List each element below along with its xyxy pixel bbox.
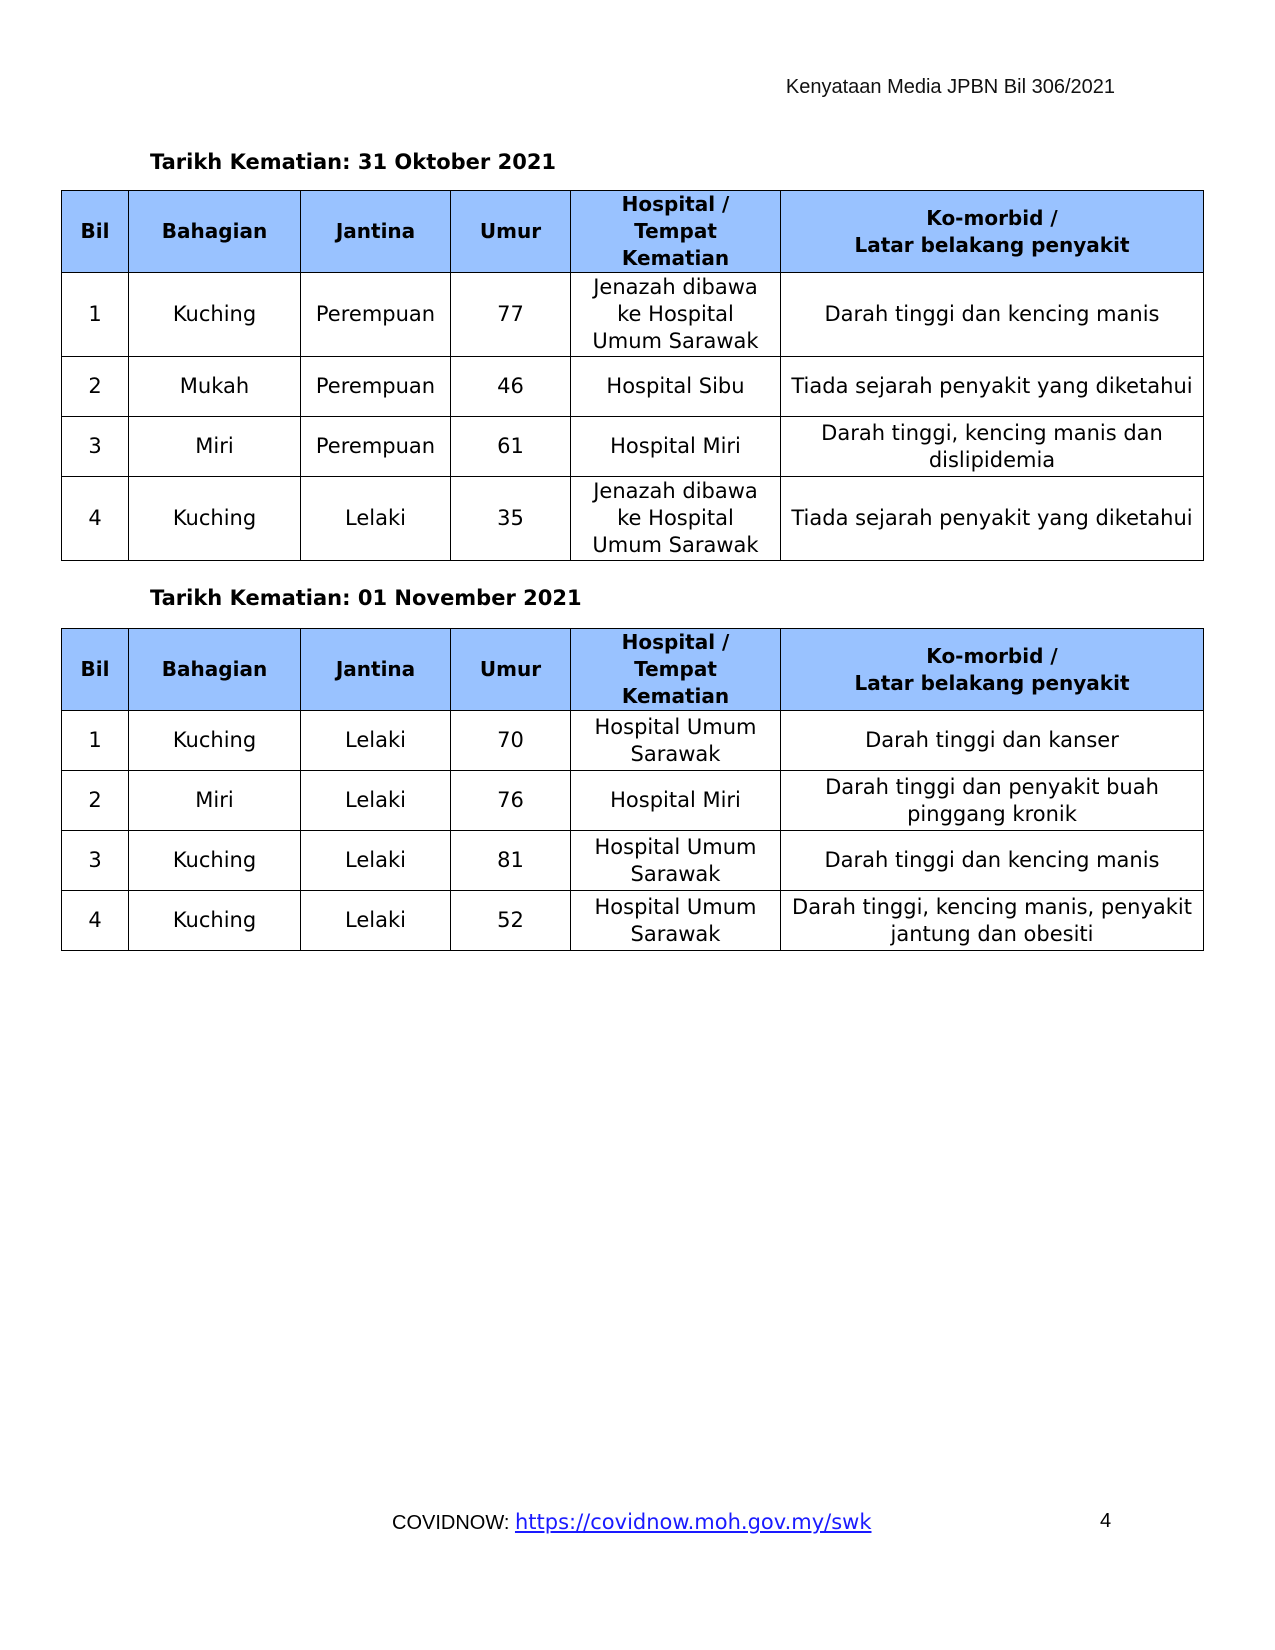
cell-bil: 3 <box>62 831 129 891</box>
table-row <box>62 711 1204 771</box>
document-reference: Kenyataan Media JPBN Bil 306/2021 <box>785 76 1115 98</box>
column-header-komorbid-line2: Latar belakang penyakit <box>854 670 1130 695</box>
cell-umur: 76 <box>451 771 571 831</box>
table-header-row <box>62 629 1204 711</box>
footer <box>392 1510 872 1535</box>
column-header-jantina: Jantina <box>301 629 451 711</box>
column-header-komorbid-line2: Latar belakang penyakit <box>854 232 1130 257</box>
column-header-komorbid <box>781 629 1204 711</box>
deaths-table <box>61 190 1204 561</box>
cell-hospital: Hospital Miri <box>571 771 781 831</box>
table-row <box>62 477 1204 561</box>
cell-umur: 52 <box>451 891 571 951</box>
cell-bil: 4 <box>62 477 129 561</box>
cell-komorbid: Tiada sejarah penyakit yang diketahui <box>781 357 1204 417</box>
column-header-bahagian: Bahagian <box>129 629 301 711</box>
cell-bil: 2 <box>62 771 129 831</box>
cell-bahagian: Kuching <box>129 891 301 951</box>
cell-komorbid: Darah tinggi dan kanser <box>781 711 1204 771</box>
cell-komorbid: Darah tinggi dan kencing manis <box>781 273 1204 357</box>
column-header-komorbid-line1: Ko-morbid / <box>926 205 1058 230</box>
cell-bil: 1 <box>62 273 129 357</box>
cell-bahagian: Mukah <box>129 357 301 417</box>
cell-hospital: Hospital Umum Sarawak <box>571 831 781 891</box>
cell-komorbid: Darah tinggi, kencing manis, penyakit jantung dan obesiti <box>781 891 1204 951</box>
table-row <box>62 417 1204 477</box>
cell-bahagian: Kuching <box>129 831 301 891</box>
cell-jantina: Perempuan <box>301 417 451 477</box>
cell-komorbid: Darah tinggi dan penyakit buah pinggang kronik <box>781 771 1204 831</box>
cell-umur: 61 <box>451 417 571 477</box>
cell-jantina: Lelaki <box>301 711 451 771</box>
section-title: Tarikh Kematian: 31 Oktober 2021 <box>150 150 557 174</box>
column-header-umur: Umur <box>451 191 571 273</box>
cell-hospital: Hospital Miri <box>571 417 781 477</box>
cell-bahagian: Miri <box>129 771 301 831</box>
cell-umur: 77 <box>451 273 571 357</box>
column-header-komorbid-line1: Ko-morbid / <box>926 643 1058 668</box>
column-header-hospital <box>571 629 781 711</box>
column-header-bil: Bil <box>62 629 129 711</box>
deaths-table <box>61 628 1204 951</box>
cell-jantina: Lelaki <box>301 477 451 561</box>
cell-jantina: Lelaki <box>301 831 451 891</box>
cell-hospital: Hospital Sibu <box>571 357 781 417</box>
table-row <box>62 831 1204 891</box>
cell-komorbid: Darah tinggi dan kencing manis <box>781 831 1204 891</box>
cell-umur: 70 <box>451 711 571 771</box>
column-header-hospital-line1: Hospital / <box>621 630 730 654</box>
cell-bahagian: Miri <box>129 417 301 477</box>
cell-jantina: Lelaki <box>301 891 451 951</box>
cell-hospital: Hospital Umum Sarawak <box>571 711 781 771</box>
column-header-bil: Bil <box>62 191 129 273</box>
column-header-umur: Umur <box>451 629 571 711</box>
cell-jantina: Perempuan <box>301 273 451 357</box>
column-header-bahagian: Bahagian <box>129 191 301 273</box>
cell-hospital: Jenazah dibawa ke Hospital Umum Sarawak <box>571 477 781 561</box>
column-header-hospital-line2: Tempat Kematian <box>621 219 730 270</box>
table-row <box>62 771 1204 831</box>
cell-umur: 35 <box>451 477 571 561</box>
table-header-row <box>62 191 1204 273</box>
cell-bil: 3 <box>62 417 129 477</box>
cell-bahagian: Kuching <box>129 273 301 357</box>
column-header-komorbid <box>781 191 1204 273</box>
cell-komorbid: Tiada sejarah penyakit yang diketahui <box>781 477 1204 561</box>
table-row <box>62 273 1204 357</box>
page-number: 4 <box>1100 1510 1112 1532</box>
cell-jantina: Perempuan <box>301 357 451 417</box>
column-header-hospital-line1: Hospital / <box>621 192 730 216</box>
cell-jantina: Lelaki <box>301 771 451 831</box>
table-row <box>62 891 1204 951</box>
cell-bahagian: Kuching <box>129 711 301 771</box>
cell-bil: 2 <box>62 357 129 417</box>
cell-umur: 46 <box>451 357 571 417</box>
footer-label: COVIDNOW: <box>392 1512 515 1534</box>
cell-hospital: Hospital Umum Sarawak <box>571 891 781 951</box>
column-header-hospital <box>571 191 781 273</box>
cell-hospital: Jenazah dibawa ke Hospital Umum Sarawak <box>571 273 781 357</box>
cell-bahagian: Kuching <box>129 477 301 561</box>
cell-komorbid: Darah tinggi, kencing manis dan dislipidemia <box>781 417 1204 477</box>
column-header-hospital-line2: Tempat Kematian <box>621 657 730 708</box>
table-row <box>62 357 1204 417</box>
covidnow-link[interactable]: https://covidnow.moh.gov.my/swk <box>514 1510 872 1534</box>
column-header-jantina: Jantina <box>301 191 451 273</box>
cell-bil: 1 <box>62 711 129 771</box>
section-title: Tarikh Kematian: 01 November 2021 <box>150 586 582 610</box>
cell-bil: 4 <box>62 891 129 951</box>
cell-umur: 81 <box>451 831 571 891</box>
